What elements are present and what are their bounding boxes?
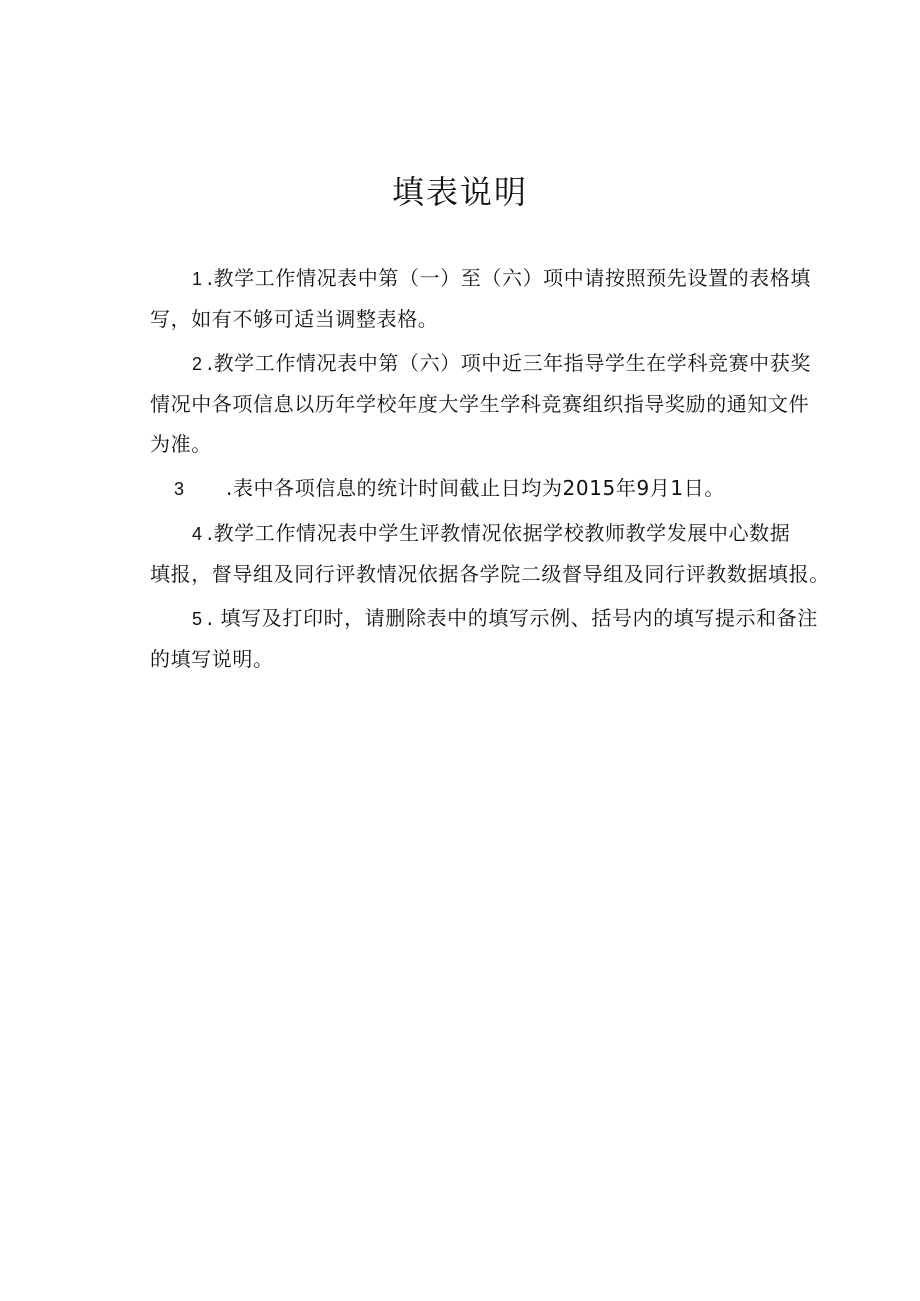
item-text: . 填写及打印时，请删除表中的填写示例、括号内的填写提示和备注 (206, 606, 818, 630)
item-text: .表中各项信息的统计时间截止日均为2015年9月1日。 (226, 476, 725, 500)
instruction-line: 情况中各项信息以历年学校年度大学生学科竞赛组织指导奖励的通知文件 (150, 392, 810, 416)
instruction-line: 的填写说明。 (150, 647, 274, 671)
instruction-item-2 (150, 343, 850, 464)
instruction-line: 为准。 (150, 432, 212, 456)
instruction-line (150, 513, 850, 554)
item-number: 3 (174, 479, 185, 499)
item-text: .教学工作情况表中学生评教情况依据学校教师教学发展中心数据 (206, 521, 791, 545)
item-text: .教学工作情况表中第（六）项中近三年指导学生在学科竞赛中获奖 (206, 351, 811, 375)
page-title: 填表说明 (391, 173, 528, 211)
item-number: 2 (192, 354, 203, 374)
instruction-item-4 (150, 513, 850, 594)
instruction-item-5 (150, 598, 850, 679)
instruction-line: 填报，督导组及同行评教情况依据各学院二级督导组及同行评教数据填报。 (150, 562, 830, 586)
item-text: .教学工作情况表中第（一）至（六）项中请按照预先设置的表格填 (206, 266, 811, 290)
instruction-line (150, 258, 850, 299)
item-number: 1 (192, 269, 203, 289)
instruction-item-3 (150, 468, 850, 509)
instruction-line (150, 468, 850, 509)
instruction-line (150, 598, 850, 639)
instruction-item-1 (150, 258, 850, 339)
item-number: 5 (192, 609, 203, 629)
instruction-line (150, 343, 850, 384)
item-number: 4 (192, 524, 203, 544)
instruction-line: 写，如有不够可适当调整表格。 (150, 307, 439, 331)
instructions-body (150, 258, 850, 679)
